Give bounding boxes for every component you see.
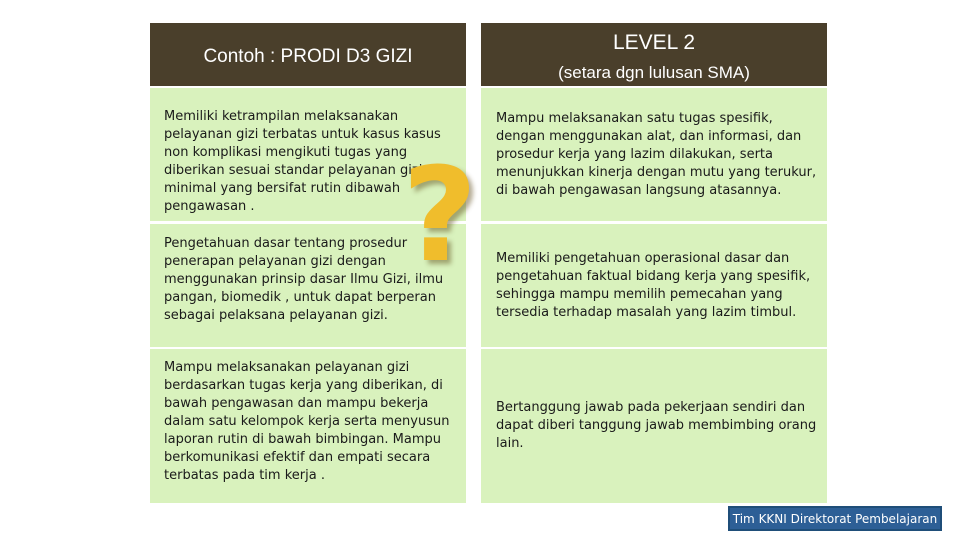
left-cell-2-text: Pengetahuan dasar tentang prosedur penerapan pelayanan gizi dengan menggunakan prinsip dasar Ilmu Gizi, ilmu pangan, biomedik , untuk dapat berperan sebagai pelaksana pelayanan gizi. [164,236,444,323]
right-cell-3 [481,349,827,503]
right-cell-2-text: Memiliki pengetahuan operasional dasar dan pengetahuan faktual bidang kerja yang spesifik, sehingga mampu memilih pemecahan yang tersedia terhadap masalah yang lazim timbul. [496,250,811,320]
right-header-subtitle: (setara dgn lulusan SMA) [558,63,750,82]
left-cell-3 [150,349,466,503]
right-header [481,23,827,86]
left-cell-1-text: Memiliki ketrampilan melaksanakan pelayanan gizi terbatas untuk kasus kasus non komplikasi mengikuti tugas yang diberikan sesuai standar pelayanan gizi minimal yang bersifat rutin dibawah pengawasan . [164,109,441,214]
right-cell-3-text: Bertanggung jawab pada pekerjaan sendiri dan dapat diberi tanggung jawab membimbing orang lain. [496,400,817,451]
footer-tag: Tim KKNI Direktorat Pembelajaran [728,506,942,531]
right-cell-1 [481,88,827,221]
right-header-title: LEVEL 2 [612,31,696,54]
question-mark-icon: ? [402,139,478,291]
left-cell-3-text: Mampu melaksanakan pelayanan gizi berdasarkan tugas kerja yang diberikan, di bawah pengawasan dan mampu bekerja dalam satu kelompok kerja serta menyusun laporan rutin di bawah bimbingan. Mampu berkomunikasi efektif dan empati secara terbatas pada tim kerja . [164,360,450,483]
left-header [150,23,466,86]
left-header-title: Contoh : PRODI D3 GIZI [203,45,413,67]
right-cell-1-text: Mampu melaksanakan satu tugas spesifik, dengan menggunakan alat, dan informasi, dan prosedur kerja yang lazim dilakukan, serta menunjukkan kinerja dengan mutu yang terukur, di bawah pengawasan langsung atasannya. [496,110,817,198]
right-cell-2 [481,224,827,347]
